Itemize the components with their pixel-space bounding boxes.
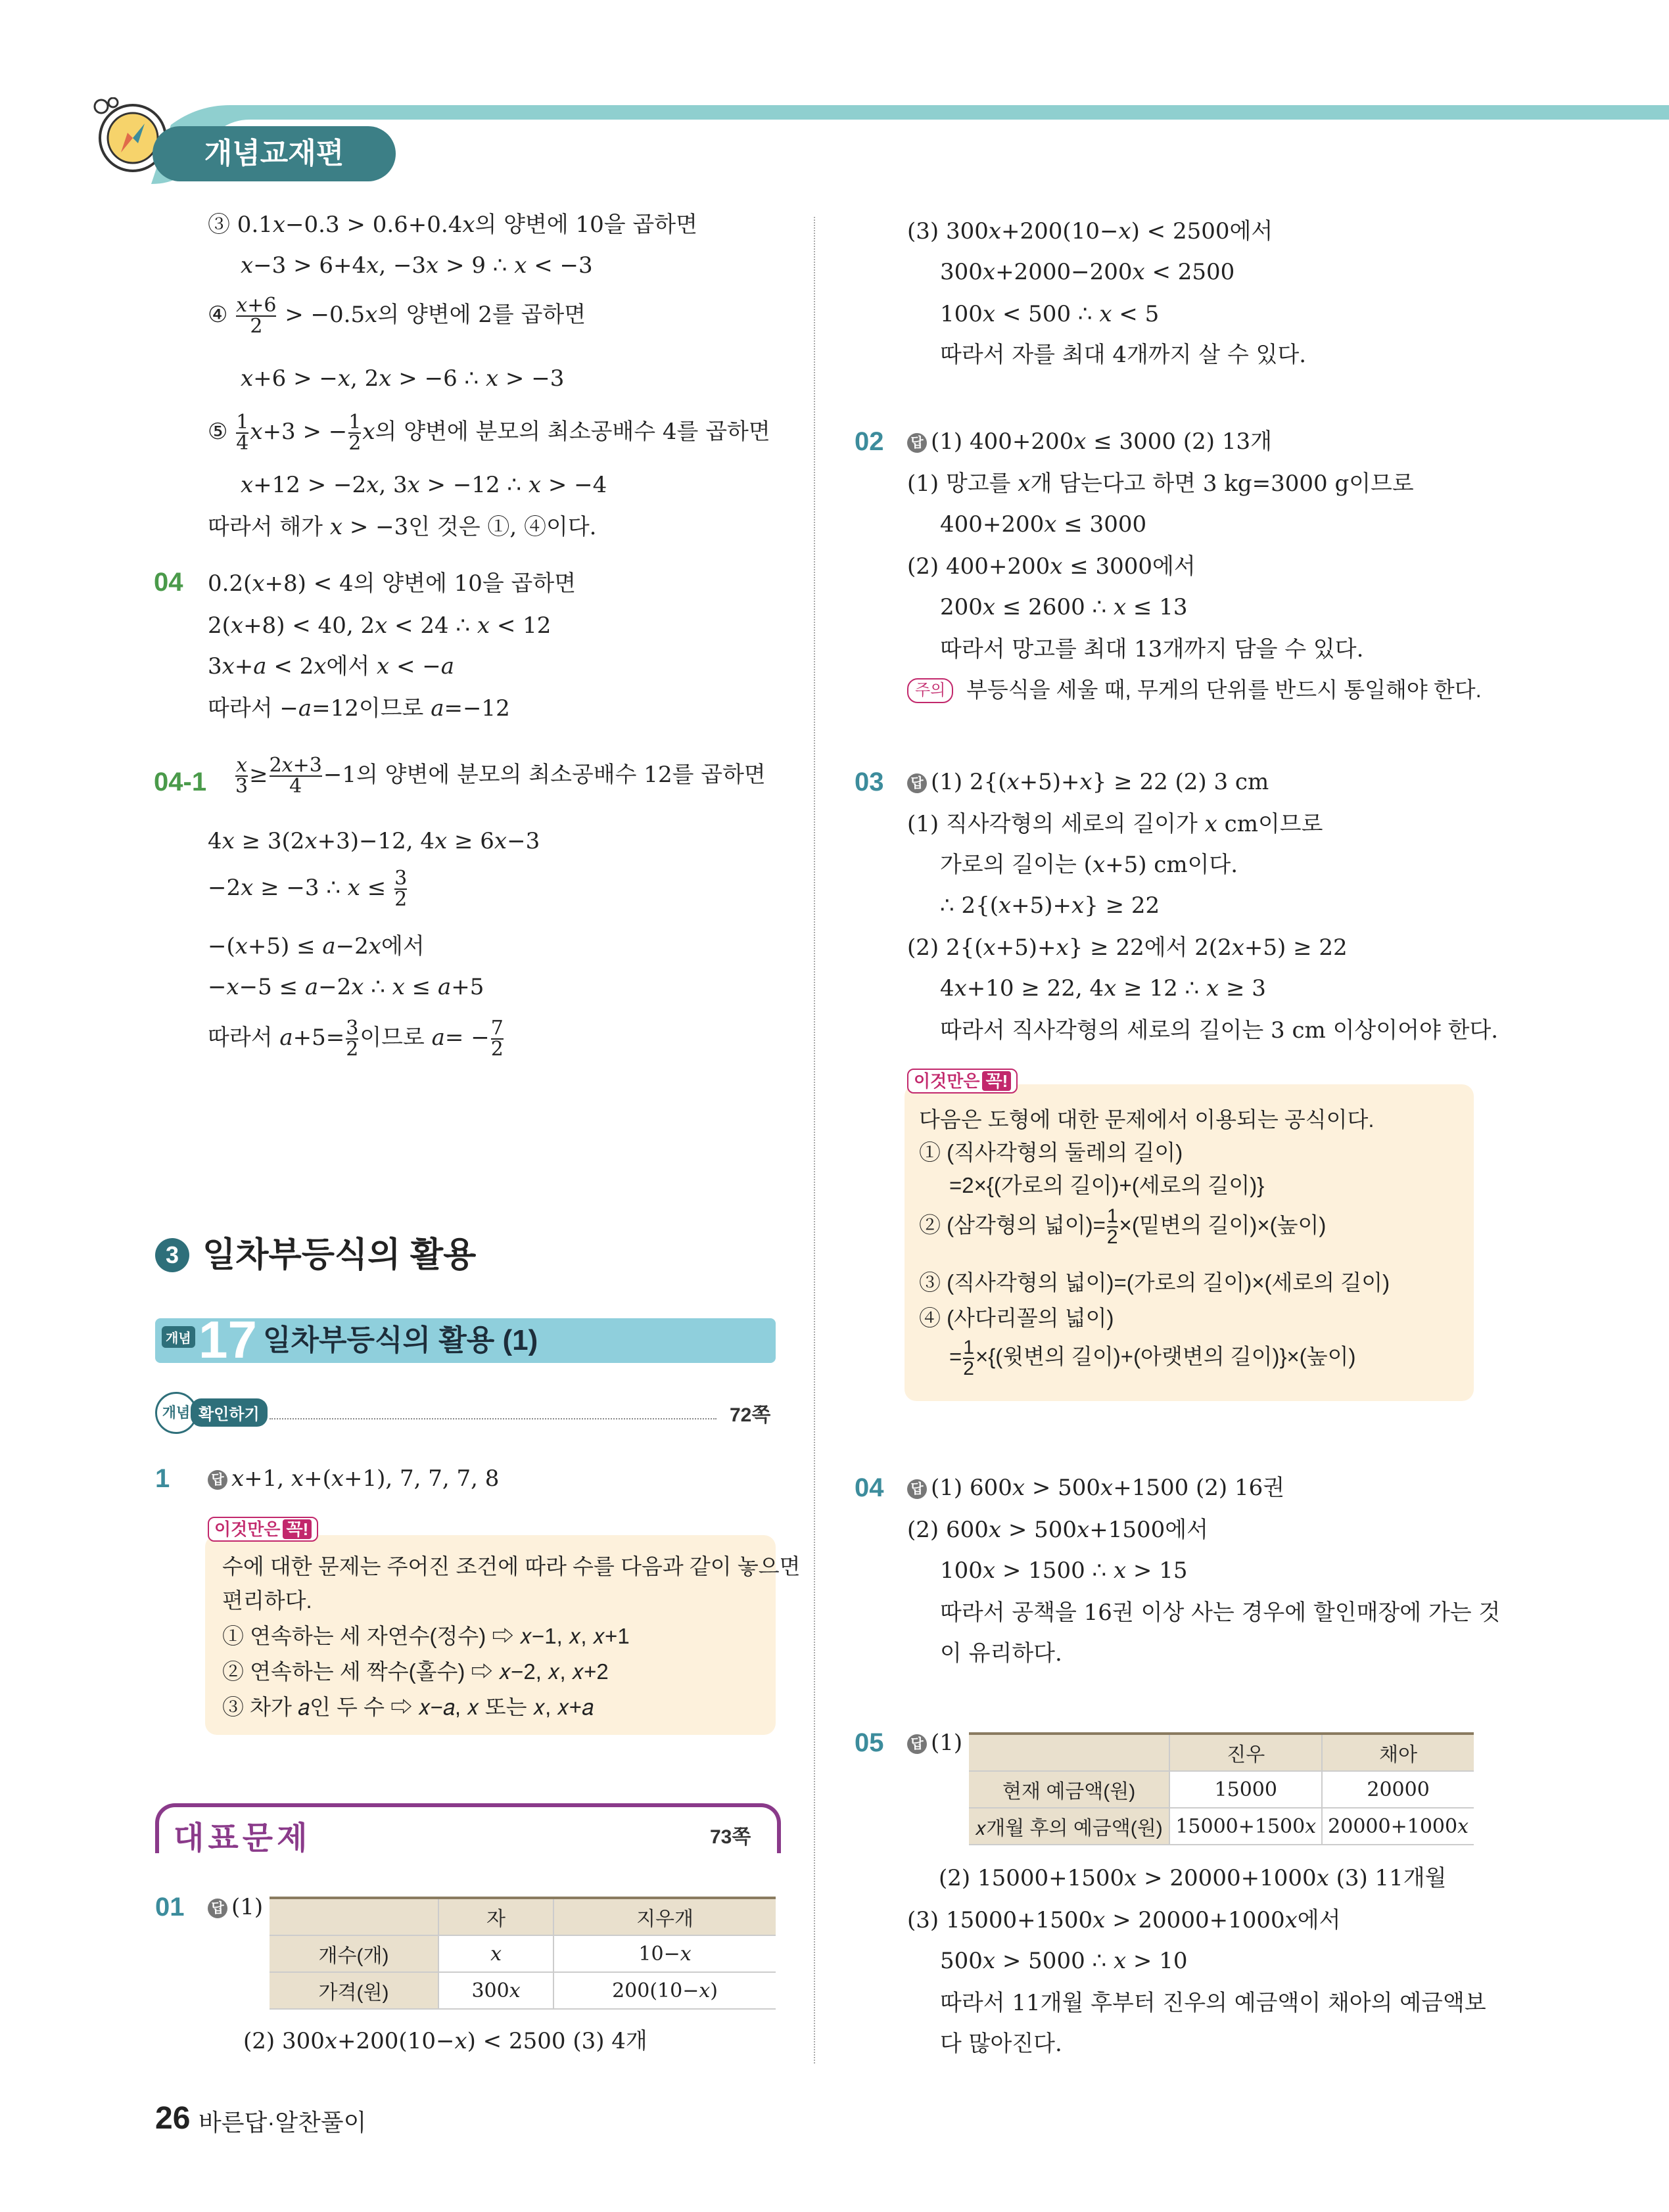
left-line: −2𝑥 ≥ −3 ∴ 𝑥 ≤ $\frac{3}{2}$ — [208, 867, 408, 911]
right-line: 답 (1) — [907, 1728, 962, 1757]
tip-line: ③ 차가 𝑎인 두 수 ⇨ 𝑥−𝑎, 𝑥 또는 𝑥, 𝑥+𝑎 — [222, 1695, 594, 1719]
answer-icon: 답 — [907, 773, 927, 793]
right-line: (2) 15000+1500𝑥 > 20000+1000𝑥 (3) 11개월 — [939, 1865, 1447, 1891]
header-band — [368, 105, 1669, 120]
warning-text: 부등식을 세울 때, 무게의 단위를 반드시 통일해야 한다. — [966, 678, 1482, 702]
left-line: 2(𝑥+8) < 40, 2𝑥 < 24 ∴ 𝑥 < 12 — [208, 612, 552, 639]
left-line: $\frac{\text{𝑥}}{3}$ ≥ $\frac{\text{2𝑥+3}}{4}$ −1의 양변에 분모의 최소공배수 12를 곱하면 — [235, 754, 766, 798]
left-line: 4𝑥 ≥ 3(2𝑥+3)−12, 4𝑥 ≥ 6𝑥−3 — [208, 828, 540, 854]
right-line: 4𝑥+10 ≥ 22, 4𝑥 ≥ 12 ∴ 𝑥 ≥ 3 — [940, 975, 1266, 1002]
right-line: 100𝑥 < 500 ∴ 𝑥 < 5 — [940, 301, 1160, 327]
tip-line: ② (삼각형의 넓이)= $\frac{1}{2}$ ×(밑변의 길이)×(높이) — [919, 1205, 1327, 1248]
rep-page: 73쪽 — [710, 1826, 751, 1848]
left-line: 3𝑥+𝑎 < 2𝑥에서 𝑥 < −𝑎 — [208, 653, 455, 680]
right-line: 따라서 직사각형의 세로의 길이는 3 cm 이상이어야 한다. — [940, 1017, 1499, 1044]
concept-number: 17 — [199, 1310, 257, 1369]
left-line: −(𝑥+5) ≤ 𝑎−2𝑥에서 — [208, 933, 425, 959]
tip-line: ③ (직사각형의 넓이)=(가로의 길이)×(세로의 길이) — [919, 1270, 1390, 1295]
question-number: 02 — [855, 427, 884, 456]
right-line: ∴ 2{(𝑥+5)+𝑥} ≥ 22 — [940, 892, 1160, 919]
question-number: 05 — [855, 1728, 884, 1757]
question-number: 03 — [855, 768, 884, 796]
answer-icon: 답 — [907, 1734, 927, 1754]
circled-4: ④ — [208, 302, 228, 328]
right-line: 가로의 길이는 (𝑥+5) cm이다. — [940, 852, 1238, 878]
warning-tag: 주의 — [907, 678, 953, 703]
left-line: 답 (1) — [208, 1893, 263, 1922]
table-pencil-eraser: 자 지우개 개수(개) 𝑥 10−𝑥 가격(원) 300𝑥 200(10−𝑥) — [270, 1897, 776, 2010]
right-line: (2) 400+200𝑥 ≤ 3000에서 — [907, 553, 1196, 580]
right-line: 이 유리하다. — [940, 1640, 1062, 1667]
left-line: 0.2(𝑥+8) < 4의 양변에 10을 곱하면 — [208, 570, 576, 597]
check-label: 확인하기 — [191, 1398, 268, 1427]
right-line: 따라서 자를 최대 4개까지 살 수 있다. — [940, 342, 1307, 368]
right-line: 300𝑥+2000−200𝑥 < 2500 — [940, 259, 1235, 285]
left-line: 답 𝑥+1, 𝑥+(𝑥+1), 7, 7, 7, 8 — [208, 1464, 499, 1493]
right-line: 100𝑥 > 1500 ∴ 𝑥 > 15 — [940, 1557, 1188, 1584]
concept-tag: 개념 — [162, 1326, 195, 1348]
tip-line: = $\frac{1}{2}$ ×{(윗변의 길이)+(아랫변의 길이)}×(높이) — [949, 1337, 1356, 1379]
check-page: 72쪽 — [730, 1404, 771, 1426]
tip-line: ① (직사각형의 둘레의 길이) — [919, 1140, 1183, 1164]
concept-title: 일차부등식의 활용 (1) — [263, 1324, 538, 1356]
right-line: 따라서 공책을 16권 이상 사는 경우에 할인매장에 가는 것 — [940, 1600, 1501, 1626]
tip-line: ① 연속하는 세 자연수(정수) ⇨ 𝑥−1, 𝑥, 𝑥+1 — [222, 1624, 630, 1648]
rep-title: 대표문제 — [164, 1812, 320, 1858]
left-line: 𝑥−3 > 6+4𝑥, −3𝑥 > 9 ∴ 𝑥 < −3 — [241, 252, 593, 279]
right-line: 따라서 망고를 최대 13개까지 담을 수 있다. — [940, 636, 1364, 662]
right-line: 답 (1) 2{(𝑥+5)+𝑥} ≥ 22 (2) 3 cm — [907, 768, 1269, 796]
left-line: 따라서 해가 𝑥 > −3인 것은 ①, ④이다. — [208, 514, 597, 540]
section-number: 3 — [155, 1238, 189, 1272]
table-savings: 진우 채아 현재 예금액(원) 15000 20000 𝑥개월 후의 예금액(원) 15000+1500𝑥 20000+1000𝑥 — [969, 1732, 1474, 1845]
right-line: 답 (1) 600𝑥 > 500𝑥+1500 (2) 16권 — [907, 1473, 1284, 1502]
right-line: 200𝑥 ≤ 2600 ∴ 𝑥 ≤ 13 — [940, 594, 1188, 620]
tip-tag: 이것만은 꼭! — [208, 1517, 318, 1542]
left-line: ④ $\frac{\text{𝑥+6}}{2}$ > −0.5𝑥의 양변에 2를 곱하면 — [208, 294, 586, 338]
check-dots — [270, 1418, 717, 1419]
question-number: 04 — [855, 1473, 884, 1502]
left-line: (2) 300𝑥+200(10−𝑥) < 2500 (3) 4개 — [243, 2028, 647, 2054]
tip-line: ④ (사다리꼴의 넓이) — [919, 1306, 1114, 1330]
answer-icon: 답 — [907, 1479, 927, 1499]
right-line: 따라서 11개월 후부터 진우의 예금액이 채아의 예금액보 — [940, 1990, 1486, 2016]
footer-text: 바른답·알찬풀이 — [199, 2109, 367, 2136]
tip-line: ② 연속하는 세 짝수(홀수) ⇨ 𝑥−2, 𝑥, 𝑥+2 — [222, 1659, 609, 1684]
column-divider — [814, 217, 815, 2063]
answer-icon: 답 — [208, 1899, 227, 1918]
left-line: 𝑥+6 > −𝑥, 2𝑥 > −6 ∴ 𝑥 > −3 — [241, 365, 565, 392]
left-line: 𝑥+12 > −2𝑥, 3𝑥 > −12 ∴ 𝑥 > −4 — [241, 472, 607, 498]
right-line: 답 (1) 400+200𝑥 ≤ 3000 (2) 13개 — [907, 427, 1272, 456]
check-tag: 개념 — [155, 1392, 197, 1434]
left-line: 따라서 𝑎+5= $\frac{3}{2}$ 이므로 𝑎= − $\frac{7}{2}$ — [208, 1017, 504, 1061]
left-line: ③ 0.1𝑥−0.3 > 0.6+0.4𝑥의 양변에 10을 곱하면 — [208, 212, 697, 238]
right-line: (2) 2{(𝑥+5)+𝑥} ≥ 22에서 2(2𝑥+5) ≥ 22 — [907, 934, 1348, 961]
right-line: (1) 직사각형의 세로의 길이가 𝑥 cm이므로 — [907, 811, 1323, 837]
right-line: 500𝑥 > 5000 ∴ 𝑥 > 10 — [940, 1948, 1188, 1974]
left-line: ⑤ $\frac{1}{4}$ 𝑥+3 > − $\frac{1}{2}$ 𝑥의 양변에 분모의 최소공배수 4를 곱하면 — [208, 411, 770, 455]
right-line: (2) 600𝑥 > 500𝑥+1500에서 — [907, 1517, 1208, 1543]
answer-icon: 답 — [907, 433, 927, 453]
tip-line: 다음은 도형에 대한 문제에서 이용되는 공식이다. — [919, 1107, 1375, 1132]
left-line: 따라서 −𝑎=12이므로 𝑎=−12 — [208, 695, 510, 722]
right-line: (1) 망고를 𝑥개 담는다고 하면 3 kg=3000 g이므로 — [907, 471, 1414, 497]
question-number: 04 — [154, 568, 183, 597]
left-line: −𝑥−5 ≤ 𝑎−2𝑥 ∴ 𝑥 ≤ 𝑎+5 — [208, 974, 484, 1000]
right-line: (3) 300𝑥+200(10−𝑥) < 2500에서 — [907, 218, 1273, 244]
page-number: 26 — [155, 2101, 191, 2136]
right-line: (3) 15000+1500𝑥 > 20000+1000𝑥에서 — [907, 1907, 1341, 1933]
tip-line: 수에 대한 문제는 주어진 조건에 따라 수를 다음과 같이 놓으면 — [222, 1554, 801, 1578]
right-line: 다 많아진다. — [940, 2031, 1062, 2057]
fraction: $\frac{\text{𝑥+6}}{2}$ — [236, 294, 277, 338]
header-badge: 개념교재편 — [153, 126, 396, 181]
answer-icon: 답 — [208, 1470, 227, 1490]
tip-tag: 이것만은 꼭! — [907, 1069, 1018, 1094]
question-number: 1 — [155, 1464, 170, 1493]
tip-line: =2×{(가로의 길이)+(세로의 길이)} — [949, 1173, 1265, 1197]
question-number: 04-1 — [154, 768, 207, 796]
question-number: 01 — [155, 1893, 185, 1922]
right-line: 400+200𝑥 ≤ 3000 — [940, 511, 1147, 538]
section-title: 일차부등식의 활용 — [202, 1236, 477, 1274]
tip-line: 편리하다. — [222, 1588, 312, 1613]
